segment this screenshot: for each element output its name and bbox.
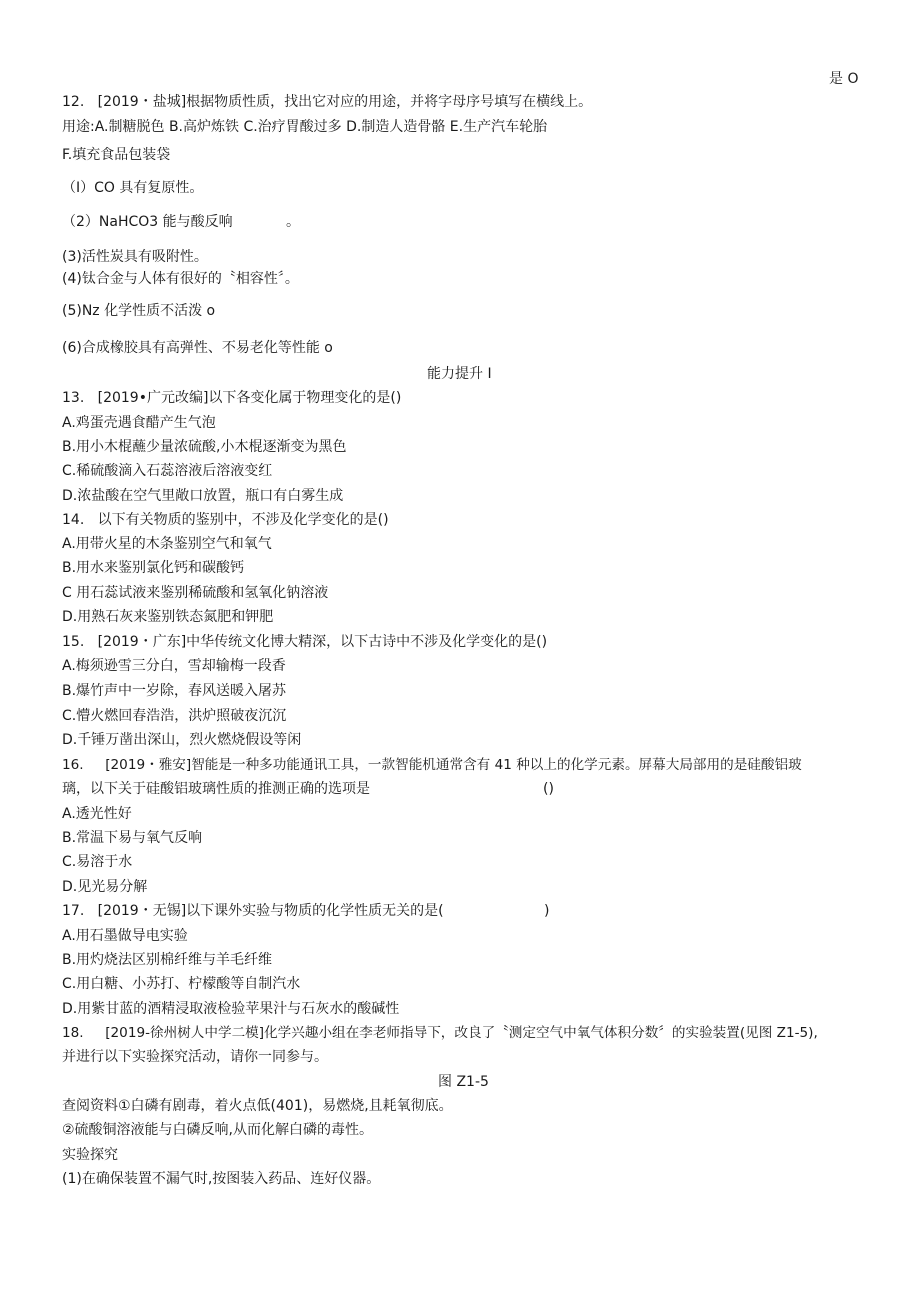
q14-option-a: A.用带火星的木条鉴别空气和氧气 (62, 536, 272, 552)
q12-stem: 12. [2019・盐城]根据物质性质，找出它对应的用途，并将字母序号填写在横线上。 (62, 94, 593, 110)
q16-option-c: C.易溶于水 (62, 854, 133, 870)
q16-stem-line2: 璃，以下关于硅酸铝玻璃性质的推测正确的选项是 (62, 781, 370, 797)
top-fragment: 是 O (829, 71, 859, 87)
q17-option-d: D.用紫甘蓝的酒精浸取液检验苹果汁与石灰水的酸碱性 (62, 1001, 400, 1017)
q12-item-3: (3)活性炭具有吸附性。 (62, 249, 208, 265)
q13-option-b: B.用小木棍蘸少量浓硫酸,小木棍逐渐变为黑色 (62, 439, 347, 455)
q15-stem: 15. [2019・广东]中华传统文化博大精深，以下古诗中不涉及化学变化的是() (62, 634, 548, 650)
q16-option-a: A.透光性好 (62, 806, 132, 822)
q14-option-d: D.用熟石灰来鉴别铁态氮肥和钾肥 (62, 609, 274, 625)
q18-ref-line2: ②硫酸铜溶液能与白磷反响,从而化解白磷的毒性。 (62, 1122, 373, 1138)
q12-item-1: （I）CO 具有复原性。 (62, 180, 204, 196)
q18-step1: (1)在确保装置不漏气时,按图装入药品、连好仪器。 (62, 1171, 381, 1187)
q17-option-c: C.用白糖、小苏打、柠檬酸等自制汽水 (62, 976, 301, 992)
q15-option-d: D.千锤万凿出深山，烈火燃烧假设等闲 (62, 732, 302, 748)
q17-answer-paren: ) (544, 903, 550, 919)
section-title: 能力提升 I (427, 366, 492, 382)
q13-stem: 13. [2019•广元改编]以下各变化属于物理变化的是() (62, 390, 402, 406)
q16-option-d: D.见光易分解 (62, 879, 148, 895)
q12-item-6: (6)合成橡胶具有高弹性、不易老化等性能 o (62, 340, 333, 356)
q12-item-2: （2）NaHCO3 能与酸反响 。 (62, 214, 301, 230)
q12-item-5: (5)Nz 化学性质不活泼 o (62, 303, 216, 319)
q15-option-b: B.爆竹声中一岁除，春风送暖入屠苏 (62, 683, 287, 699)
q16-stem-line1: 16. [2019・雅安]智能是一种多功能通讯工具，一款智能机通常含有 41 种以上的化学元素。屏幕大局部用的是硅酸铝玻 (62, 757, 802, 773)
q18-ref-line1: 查阅资料①白磷有剧毒，着火点低(401)，易燃烧,且耗氧彻底。 (62, 1098, 453, 1114)
q12-options-line1: 用途:A.制糖脱色 B.高炉炼铁 C.治疗胃酸过多 D.制造人造骨骼 E.生产汽车轮胎 (62, 119, 548, 135)
q15-option-a: A.梅须逊雪三分白，雪却输梅一段香 (62, 658, 286, 674)
q16-option-b: B.常温下易与氧气反响 (62, 830, 203, 846)
q17-option-a: A.用石墨做导电实验 (62, 928, 188, 944)
q18-stem-line2: 并进行以下实验探究活动，请你一同参与。 (62, 1049, 328, 1065)
q18-stem-line1: 18. [2019-徐州树人中学二模]化学兴趣小组在李老师指导下，改良了〝测定空气中氧气体积分数〞的实验装置(见图 Z1-5), (62, 1025, 818, 1041)
q13-option-a: A.鸡蛋壳遇食醋产生气泡 (62, 415, 216, 431)
q18-explore-title: 实验探究 (62, 1147, 118, 1163)
q15-option-c: C.懵火燃回春浩浩，洪炉照破夜沉沉 (62, 708, 287, 724)
q14-stem: 14. 以下有关物质的鉴别中，不涉及化学变化的是() (62, 512, 389, 528)
q14-option-b: B.用水来鉴别氯化钙和碳酸钙 (62, 560, 245, 576)
q14-option-c: C 用石蕊试液来鉴别稀硫酸和氢氧化钠溶液 (62, 585, 329, 601)
q16-answer-paren: () (543, 781, 554, 797)
q17-stem: 17. [2019・无锡]以下课外实验与物质的化学性质无关的是( (62, 903, 444, 919)
q17-option-b: B.用灼烧法区别棉纤维与羊毛纤维 (62, 952, 273, 968)
q12-item-4: (4)钛合金与人体有很好的〝相容性〞。 (62, 271, 299, 287)
q13-option-c: C.稀硫酸滴入石蕊溶液后溶液变红 (62, 463, 273, 479)
q12-options-line2: F.填充食品包装袋 (62, 147, 171, 163)
figure-caption: 图 Z1-5 (438, 1074, 489, 1090)
q13-option-d: D.浓盐酸在空气里敞口放置，瓶口有白雾生成 (62, 488, 344, 504)
